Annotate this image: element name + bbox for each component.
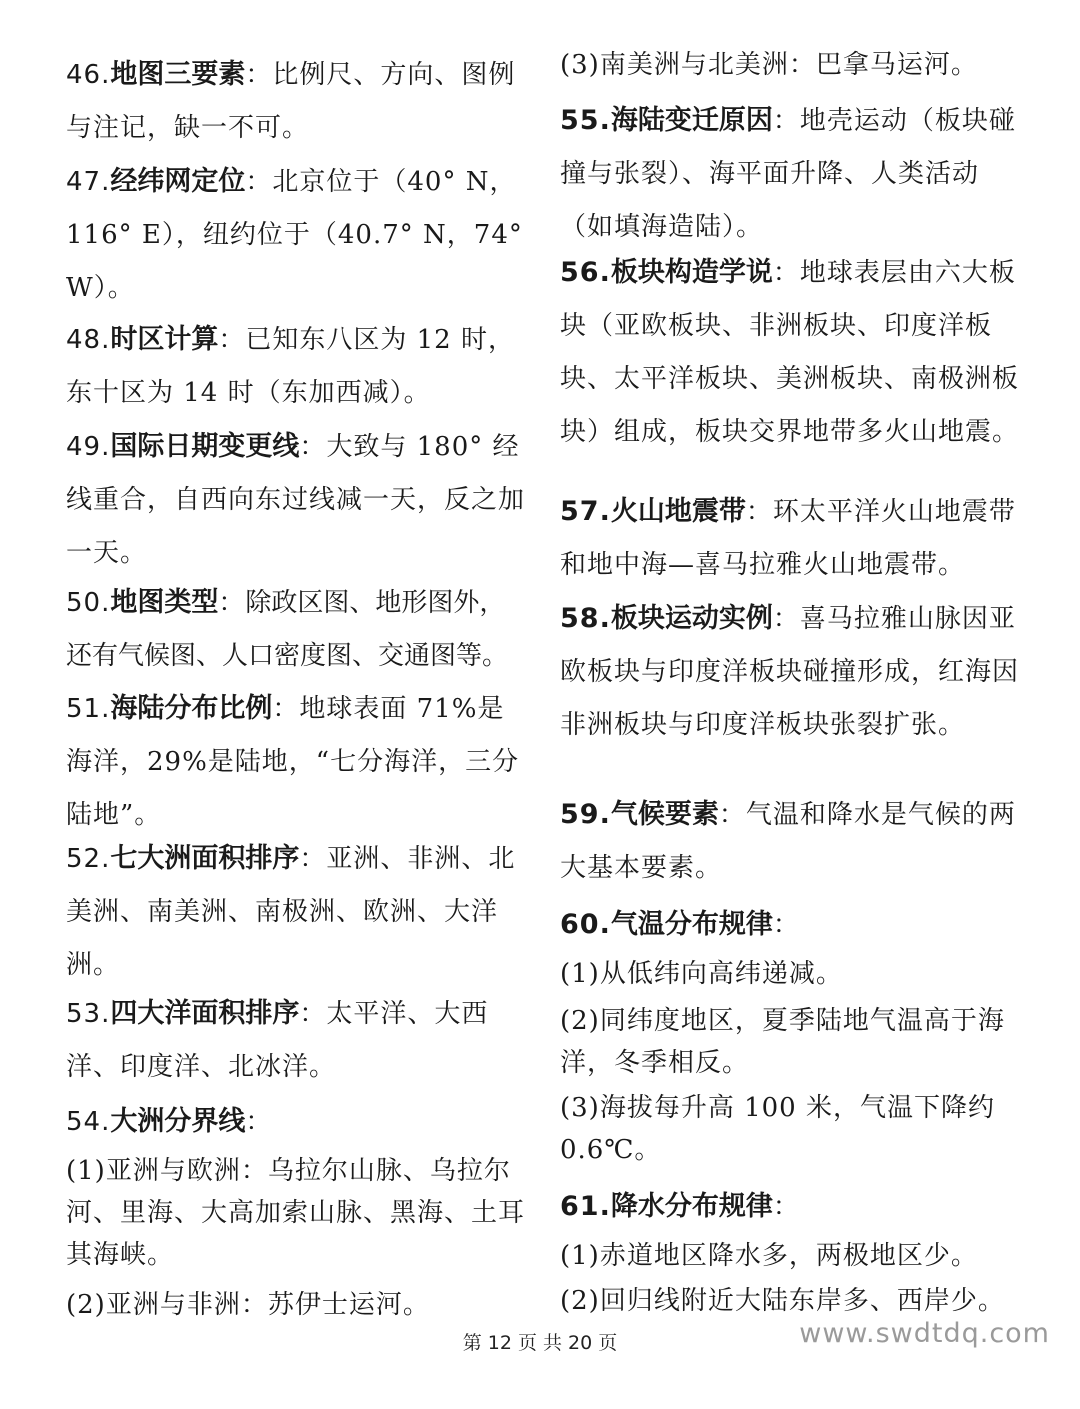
colon: ： bbox=[772, 106, 800, 136]
entry-50 bbox=[66, 576, 526, 683]
entry-body: 环太平洋火山地震带和地中海—喜马拉雅火山地震带。 bbox=[560, 497, 1016, 580]
entry-number: 47. bbox=[66, 167, 111, 197]
colon: ： bbox=[772, 604, 800, 634]
sub-item-61-1: (1)赤道地区降水多，两极地区少。 bbox=[560, 1241, 978, 1271]
entry-heading: 大洲分界线 bbox=[110, 1106, 246, 1137]
colon: ： bbox=[718, 800, 746, 830]
entry-heading: 火山地震带 bbox=[610, 496, 746, 527]
colon: ： bbox=[772, 910, 800, 940]
entry-number: 56. bbox=[560, 257, 611, 288]
colon: ： bbox=[772, 1192, 800, 1222]
entry-number: 52. bbox=[66, 844, 111, 874]
entry-body: 地球表层由六大板块（亚欧板块、非洲板块、印度洋板块、太平洋板块、美洲板块、南极洲板块）组成，板块交界地带多火山地震。 bbox=[560, 258, 1020, 447]
entry-body: 亚洲、非洲、北美洲、南美洲、南极洲、欧洲、大洋洲。 bbox=[66, 844, 516, 980]
entry-49 bbox=[66, 420, 526, 580]
entry-number: 53. bbox=[66, 999, 111, 1029]
entry-body: 北京位于（40° N，116° E），纽约位于（40.7° N，74° W）。 bbox=[66, 167, 523, 303]
sub-item-54-3: (3)南美洲与北美洲：巴拿马运河。 bbox=[560, 50, 978, 80]
entry-52 bbox=[66, 832, 526, 992]
entry-heading: 板块运动实例 bbox=[610, 603, 773, 634]
entry-body: 已知东八区为 12 时，东十区为 14 时（东加西减）。 bbox=[66, 325, 515, 408]
entry-heading: 七大洲面积排序 bbox=[110, 843, 300, 874]
sub-item-60-2: (2)同纬度地区，夏季陆地气温高于海洋，冬季相反。 bbox=[560, 1006, 1005, 1078]
colon: ： bbox=[745, 497, 773, 527]
entry-heading: 板块构造学说 bbox=[610, 257, 773, 288]
colon: ： bbox=[245, 1107, 273, 1137]
entry-body: 地壳运动（板块碰撞与张裂）、海平面升降、人类活动（如填海造陆）。 bbox=[560, 106, 1016, 242]
colon: ： bbox=[245, 60, 273, 90]
entry-heading: 地图三要素 bbox=[110, 59, 246, 90]
website-watermark: www.swdtdq.com bbox=[799, 1318, 1050, 1349]
entry-57 bbox=[560, 485, 1022, 592]
entry-body: 喜马拉雅山脉因亚欧板块与印度洋板块碰撞形成，红海因非洲板块与印度洋板块张裂扩张。 bbox=[560, 604, 1020, 740]
entry-number: 46. bbox=[66, 60, 111, 90]
entry-body: 地球表面 71%是海洋，29%是陆地，“七分海洋，三分陆地”。 bbox=[66, 694, 520, 830]
colon: ： bbox=[272, 694, 300, 724]
entry-heading: 经纬网定位 bbox=[110, 166, 246, 197]
entry-number: 55. bbox=[560, 105, 611, 136]
entry-number: 57. bbox=[560, 496, 611, 527]
entry-number: 51. bbox=[66, 694, 111, 724]
entry-58 bbox=[560, 592, 1022, 752]
colon: ： bbox=[772, 258, 800, 288]
entry-47 bbox=[66, 155, 526, 315]
sub-item-54-2: (2)亚洲与非洲：苏伊士运河。 bbox=[66, 1290, 430, 1320]
entry-53 bbox=[66, 987, 526, 1094]
entry-number: 50. bbox=[66, 588, 111, 618]
sub-item-60-1: (1)从低纬向高纬递减。 bbox=[560, 959, 843, 989]
colon: ： bbox=[218, 325, 246, 355]
entry-51 bbox=[66, 682, 526, 842]
colon: ： bbox=[299, 999, 327, 1029]
entry-54 bbox=[66, 1095, 526, 1149]
colon: ： bbox=[245, 167, 273, 197]
entry-number: 61. bbox=[560, 1191, 611, 1222]
entry-heading: 地图类型 bbox=[110, 587, 219, 618]
entry-number: 54. bbox=[66, 1107, 111, 1137]
entry-59 bbox=[560, 788, 1022, 895]
entry-55 bbox=[560, 94, 1022, 254]
entry-60 bbox=[560, 898, 1022, 952]
entry-body: 除政区图、地形图外，还有气候图、人口密度图、交通图等。 bbox=[66, 588, 509, 671]
entry-number: 49. bbox=[66, 432, 111, 462]
colon: ： bbox=[299, 432, 327, 462]
entry-heading: 气温分布规律 bbox=[610, 909, 773, 940]
entry-number: 58. bbox=[560, 603, 611, 634]
entry-56 bbox=[560, 246, 1022, 459]
sub-item-54-1: (1)亚洲与欧洲：乌拉尔山脉、乌拉尔河、里海、大高加索山脉、黑海、土耳其海峡。 bbox=[66, 1156, 526, 1270]
sub-item-60-3: (3)海拔每升高 100 米，气温下降约 0.6℃。 bbox=[560, 1093, 995, 1165]
colon: ： bbox=[299, 844, 327, 874]
entry-body: 太平洋、大西洋、印度洋、北冰洋。 bbox=[66, 999, 489, 1082]
entry-61 bbox=[560, 1180, 1022, 1234]
entry-number: 60. bbox=[560, 909, 611, 940]
entry-number: 48. bbox=[66, 325, 111, 355]
entry-heading: 四大洋面积排序 bbox=[110, 998, 300, 1029]
entry-body: 气温和降水是气候的两大基本要素。 bbox=[560, 800, 1016, 883]
entry-48 bbox=[66, 313, 526, 420]
entry-number: 59. bbox=[560, 799, 611, 830]
entry-heading: 降水分布规律 bbox=[610, 1191, 773, 1222]
entry-heading: 时区计算 bbox=[110, 324, 219, 355]
page-number-footer: 第 12 页 共 20 页 bbox=[462, 1332, 618, 1354]
sub-item-61-2: (2)回归线附近大陆东岸多、西岸少。 bbox=[560, 1286, 1005, 1316]
entry-heading: 国际日期变更线 bbox=[110, 431, 300, 462]
entry-46 bbox=[66, 48, 526, 155]
entry-heading: 气候要素 bbox=[610, 799, 719, 830]
entry-heading: 海陆变迁原因 bbox=[610, 105, 773, 136]
entry-body: 比例尺、方向、图例与注记，缺一不可。 bbox=[66, 60, 516, 143]
colon: ： bbox=[218, 588, 246, 618]
entry-body: 大致与 180° 经线重合，自西向东过线减一天，反之加一天。 bbox=[66, 432, 526, 568]
entry-heading: 海陆分布比例 bbox=[110, 693, 273, 724]
